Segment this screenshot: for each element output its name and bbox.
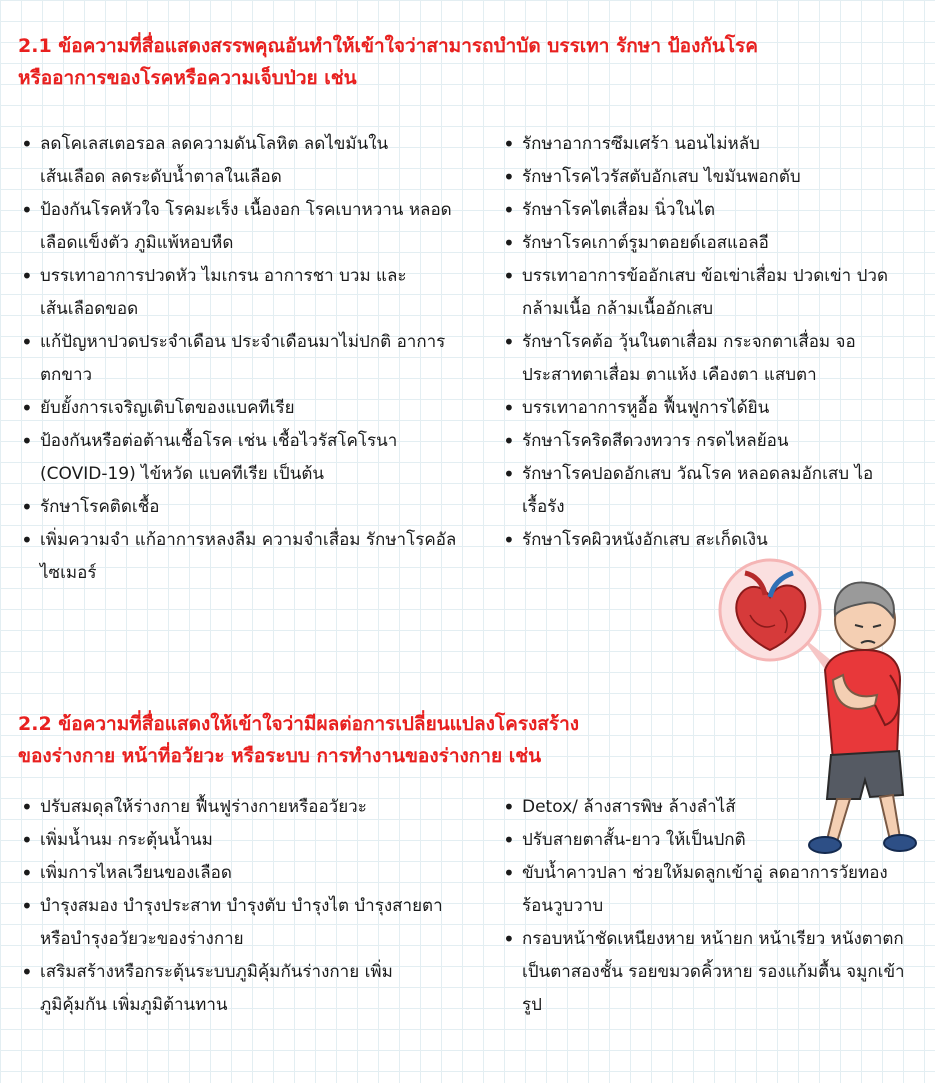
section-2-right-list-item: • ขับน้ำคาวปลา ช่วยให้มดลูกเข้าอู่ ลดอาการวัยทอง ร้อนวูบวาบ	[500, 857, 920, 923]
section-2-left-list	[18, 791, 458, 1022]
section-1-right-list-item: • รักษาโรคต้อ วุ้นในตาเสื่อม กระจกตาเสื่อม จอประสาทตาเสื่อม ตาแห้ง เคืองตา แสบตา	[500, 326, 910, 392]
section-1-left-list-item: • ลดโคเลสเตอรอล ลดความดันโลหิต ลดไขมันใน เส้นเลือด ลดระดับน้ำตาลในเลือด	[18, 128, 458, 194]
section-1-right-list-item: • รักษาโรคริดสีดวงทวาร กรดไหลย้อน	[500, 425, 910, 458]
section-2-left-list-item: • เพิ่มการไหลเวียนของเลือด	[18, 857, 458, 890]
section-1-left-list-item: • รักษาโรคติดเชื้อ	[18, 491, 458, 524]
section-1-left-list-item: • แก้ปัญหาปวดประจำเดือน ประจำเดือนมาไม่ปกติ อาการตกขาว	[18, 326, 458, 392]
section-2-heading-line-1: 2.2 ข้อความที่สื่อแสดงให้เข้าใจว่ามีผลต่อการเปลี่ยนแปลงโครงสร้าง	[18, 713, 580, 735]
man-chest-pain-heart-icon	[715, 555, 925, 865]
section-1-right-list-item: • รักษาโรคเกาต์รูมาตอยด์เอสแอลอี	[500, 227, 910, 260]
section-1-left-list	[18, 128, 458, 590]
section-1-right-list-item: • รักษาโรคไตเสื่อม นิ่วในไต	[500, 194, 910, 227]
section-2-left-list-item: • บำรุงสมอง บำรุงประสาท บำรุงตับ บำรุงไต บำรุงสายตา หรือบำรุงอวัยวะของร่างกาย	[18, 890, 458, 956]
section-1-heading-line-1: 2.1 ข้อความที่สื่อแสดงสรรพคุณอันทำให้เข้าใจว่าสามารถบำบัด บรรเทา รักษา ป้องกันโรค	[18, 35, 758, 57]
section-1-left-list-item: • ป้องกันหรือต่อต้านเชื้อโรค เช่น เชื้อไวรัสโคโรนา (COVID-19) ไข้หวัด แบคทีเรีย เป็นต้น	[18, 425, 458, 491]
section-1-right-list-item: • บรรเทาอาการข้ออักเสบ ข้อเข่าเสื่อม ปวดเข่า ปวดกล้ามเนื้อ กล้ามเนื้ออักเสบ	[500, 260, 910, 326]
section-1-heading	[18, 30, 918, 94]
section-1-right-list-item: • รักษาอาการซึมเศร้า นอนไม่หลับ	[500, 128, 910, 161]
section-1-right-list-item: • รักษาโรคไวรัสตับอักเสบ ไขมันพอกตับ	[500, 161, 910, 194]
section-1-heading-line-2: หรืออาการของโรคหรือความเจ็บป่วย เช่น	[18, 67, 357, 89]
section-1-left-list-item: • บรรเทาอาการปวดหัว ไมเกรน อาการชา บวม และเส้นเลือดขอด	[18, 260, 458, 326]
section-2-right-list-item: • Detox/ ล้างสารพิษ ล้างลำไส้	[500, 791, 920, 824]
section-1-left-list-item: • ป้องกันโรคหัวใจ โรคมะเร็ง เนื้องอก โรคเบาหวาน หลอดเลือดแข็งตัว ภูมิแพ้หอบหืด	[18, 194, 458, 260]
section-1-right-list	[500, 128, 910, 557]
section-2-heading	[18, 708, 738, 772]
section-2-left-list-item: • เสริมสร้างหรือกระตุ้นระบบภูมิคุ้มกันร่างกาย เพิ่มภูมิคุ้มกัน เพิ่มภูมิต้านทาน	[18, 956, 458, 1022]
section-1-left-list-item: • เพิ่มความจำ แก้อาการหลงลืม ความจำเสื่อม รักษาโรคอัลไซเมอร์	[18, 524, 458, 590]
section-2-right-list-item: • กรอบหน้าชัดเหนียงหาย หน้ายก หน้าเรียว หนังตาตกเป็นตาสองชั้น รอยขมวดคิ้วหาย รองแก้มตื้น จมูกเข้ารูป	[500, 923, 920, 1022]
section-1-right-list-item: • รักษาโรคผิวหนังอักเสบ สะเก็ดเงิน	[500, 524, 910, 557]
section-1-right-list-item: • รักษาโรคปอดอักเสบ วัณโรค หลอดลมอักเสบ ไอเรื้อรัง	[500, 458, 910, 524]
section-2-heading-line-2: ของร่างกาย หน้าที่อวัยวะ หรือระบบ การทำงานของร่างกาย เช่น	[18, 745, 542, 767]
section-2-left-list-item: • ปรับสมดุลให้ร่างกาย ฟื้นฟูร่างกายหรืออวัยวะ	[18, 791, 458, 824]
section-1-left-list-item: • ยับยั้งการเจริญเติบโตของแบคทีเรีย	[18, 392, 458, 425]
section-2-right-list-item: • ปรับสายตาสั้น-ยาว ให้เป็นปกติ	[500, 824, 920, 857]
section-1-right-list-item: • บรรเทาอาการหูอื้อ ฟื้นฟูการได้ยิน	[500, 392, 910, 425]
section-2-left-list-item: • เพิ่มน้ำนม กระตุ้นน้ำนม	[18, 824, 458, 857]
